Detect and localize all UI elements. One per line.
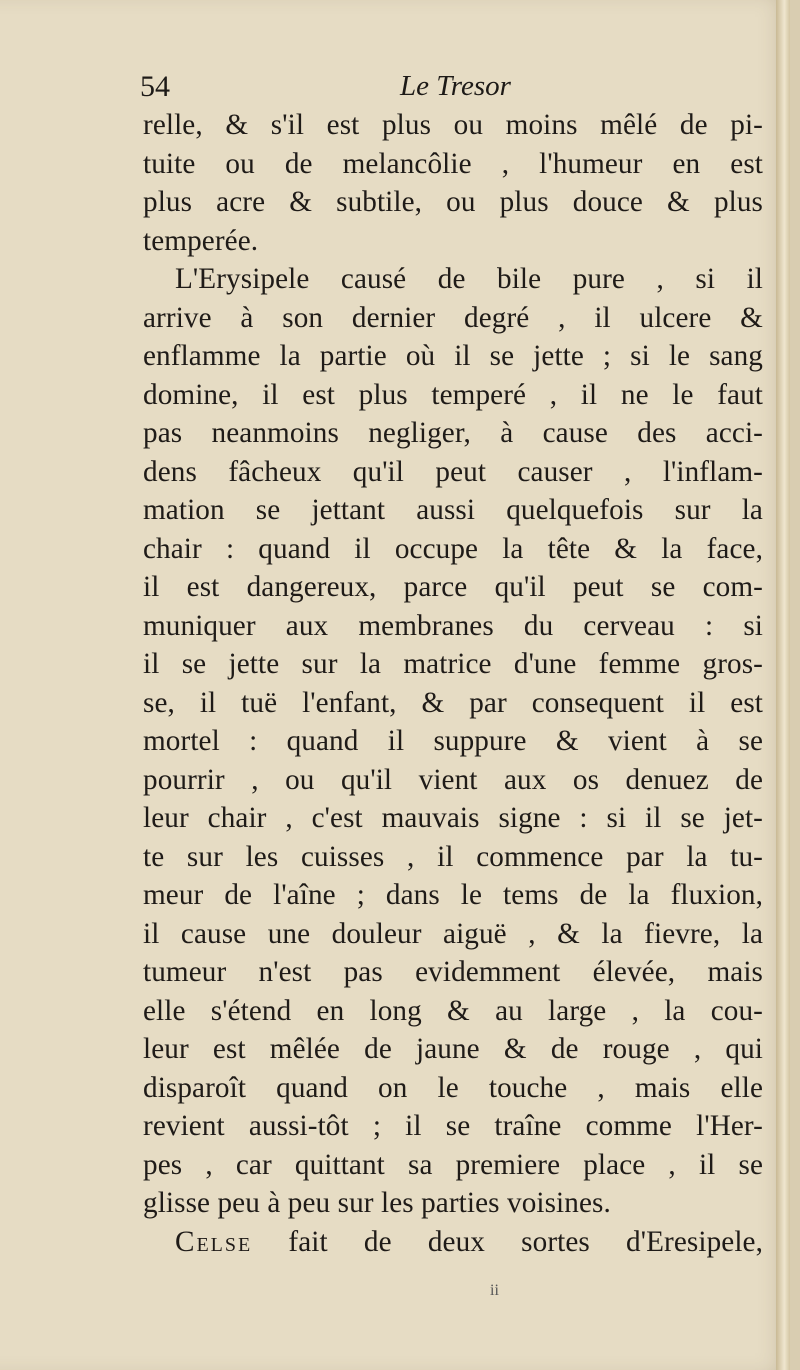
text-line: arrive à son dernier degré , il ulcere &: [143, 301, 763, 334]
text-line: leur est mêlée de jaune & de rouge , qui: [143, 1033, 763, 1065]
text-line: L'Erysipele causé de bile pure , si il: [175, 263, 763, 295]
text-line: tuite ou de melancôlie , l'humeur en est: [143, 147, 763, 180]
text-line-last: [143, 1223, 763, 1262]
text-line: pas neanmoins negliger, à cause des acci-: [143, 417, 763, 449]
page-number: 54: [140, 70, 170, 103]
text-line: glisse peu à peu sur les parties voisines.: [143, 1187, 611, 1219]
text-line: meur de l'aîne ; dans le tems de la fluxion,: [143, 879, 763, 911]
text-line: elle s'étend en long & au large , la cou-: [143, 994, 763, 1027]
text-line: enflamme la partie où il se jette ; si le sang: [143, 340, 763, 372]
page-edge: [776, 0, 790, 1370]
text-line: mation se jettant aussi quelquefois sur la: [143, 494, 763, 526]
running-head: [140, 70, 610, 110]
text-line: chair : quand il occupe la tête & la face,: [143, 532, 763, 565]
text-line: te sur les cuisses , il commence par la tu-: [143, 840, 763, 873]
text-line: il est dangereux, parce qu'il peut se com-: [143, 571, 763, 603]
text-line: pourrir , ou qu'il vient aux os denuez de: [143, 763, 763, 796]
signature-mark: ii: [490, 1282, 499, 1299]
text-line: il se jette sur la matrice d'une femme gros-: [143, 648, 763, 680]
text-line: pes , car quittant sa premiere place , il se: [143, 1148, 763, 1181]
author-name: Celse: [175, 1225, 253, 1258]
text-line: dens fâcheux qu'il peut causer , l'inflam-: [143, 455, 763, 488]
text-line: plus acre & subtile, ou plus douce & plus: [143, 186, 763, 218]
text-line-rest: fait de deux sortes d'Eresipele,: [252, 1225, 763, 1258]
text-line: temperée.: [143, 224, 259, 257]
text-line: il cause une douleur aiguë , & la fievre, la: [143, 917, 763, 950]
text-line: relle, & s'il est plus ou moins mêlé de pi-: [143, 109, 763, 141]
text-line: mortel : quand il suppure & vient à se: [143, 725, 763, 757]
text-line: disparoît quand on le touche , mais elle: [143, 1071, 763, 1104]
text-line: tumeur n'est pas evidemment élevée, mais: [143, 956, 763, 988]
body-text: [143, 106, 763, 1261]
text-line: muniquer aux membranes du cerveau : si: [143, 609, 763, 642]
text-line: domine, il est plus temperé , il ne le faut: [143, 378, 763, 411]
text-line: se, il tuë l'enfant, & par consequent il est: [143, 686, 763, 719]
text-line: revient aussi-tôt ; il se traîne comme l'Her-: [143, 1110, 763, 1142]
running-title: Le Tresor: [400, 70, 511, 102]
text-line: leur chair , c'est mauvais signe : si il se jet-: [143, 802, 763, 834]
